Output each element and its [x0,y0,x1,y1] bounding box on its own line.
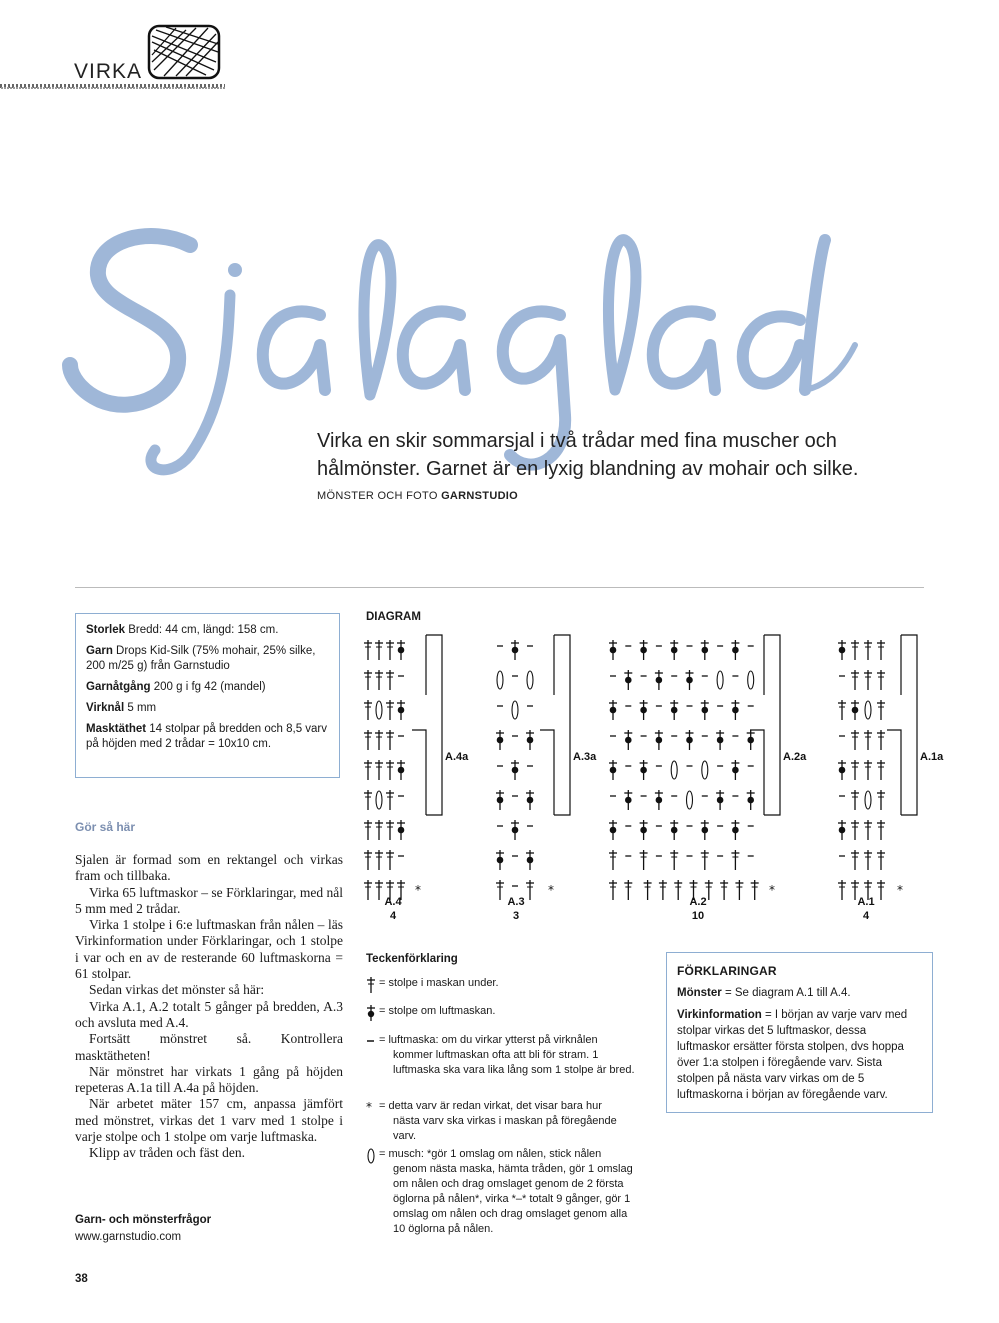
legend-item [366,1099,636,1144]
treble-chain-symbol [527,797,534,804]
treble-chain-symbol [398,707,405,714]
treble-around-chain-icon [366,1004,376,1022]
repeat-label: A.1a [920,751,944,763]
explanations-heading: FÖRKLARINGAR [677,964,777,978]
explanation-text: = Se diagram A.1 till A.4. [724,987,851,999]
treble-chain-symbol [625,797,632,804]
puff-symbol [376,791,382,809]
section-label: VIRKA [74,60,143,83]
repeat-bracket [764,635,780,815]
repeat-bracket-inner [887,730,901,807]
treble-chain-symbol [527,857,534,864]
treble-chain-symbol [497,857,504,864]
chart-stitch-count: 4 [389,910,397,922]
diagram-heading: DIAGRAM [366,611,421,623]
treble-chain-symbol [839,767,846,774]
treble-chain-symbol [732,707,739,714]
info-label: Masktäthet [86,723,147,735]
info-value: 14 stolpar på bredden och 8,5 varv på höjden med 2 trådar = 10x10 cm. [86,723,328,750]
info-yarn [86,644,329,674]
puff-symbol [512,701,518,719]
legend-item [366,1033,636,1078]
treble-chain-symbol [702,647,709,654]
treble-chain-symbol [717,797,724,804]
treble-chain-symbol [747,797,754,804]
info-label: Garn [86,645,113,657]
treble-chain-symbol [656,677,663,684]
info-label: Garnåtgång [86,681,151,693]
credit-label: MÖNSTER OCH FOTO [317,490,438,502]
treble-chain-symbol [497,737,504,744]
treble-chain-symbol [610,827,617,834]
legend-item [366,976,636,991]
treble-chain-symbol [512,767,519,774]
faq-heading: Garn- och mönsterfrågor [75,1214,212,1226]
treble-chain-symbol [640,707,647,714]
treble-chain-symbol [625,677,632,684]
puff-symbol [702,761,708,779]
puff-symbol [497,671,503,689]
instruction-paragraph: Virka 65 luftmaskor – se Förklaringar, med nål 5 mm med 2 trådar. [75,884,343,916]
legend-item [366,1147,636,1237]
treble-chain-symbol [732,827,739,834]
lead-paragraph: Virka en skir sommarsjal i två trådar med fina muscher och hålmönster. Garnet är en lyxig blandning av mohair och silke. [317,430,859,480]
treble-chain-symbol [610,767,617,774]
header-divider-dots [0,87,225,89]
instructions-heading: Gör så här [75,820,136,834]
treble-chain-symbol [512,647,519,654]
info-value: Bredd: 44 cm, längd: 158 cm. [128,624,279,636]
legend-text: = detta varv är redan virkat, det visar bara hur [379,1100,602,1112]
treble-chain-symbol [610,707,617,714]
explanations-box [666,952,933,1113]
chart-name: A.2 [689,896,707,908]
svg-text:*: * [366,1100,372,1114]
legend-text-cont: genom nästa maska, hämta tråden, gör 1 omslag om nålen och drag omslaget genom de 2 första öglorna på nålen*, virka *–* totalt 9 gånger, gör 1 omslag om nålen och drag omslaget genom alla 10 öglorna på nålen. [393,1163,633,1235]
treble-chain-symbol [625,737,632,744]
treble-chain-symbol [747,737,754,744]
puff-symbol [748,671,754,689]
instruction-paragraph: Sedan virkas det mönster så här: [89,982,265,998]
repeat-bracket [901,635,917,815]
treble-chain-symbol [717,737,724,744]
chart-stitch-count: 3 [512,910,520,922]
chart-stitch-count: 4 [862,910,870,922]
instruction-paragraph: Fortsätt mönstret så. Kontrollera masktätheten! [75,1031,343,1063]
instruction-paragraph: Virka A.1, A.2 totalt 5 gånger på bredden, A.3 och avsluta med A.4. [75,998,343,1030]
treble-chain-symbol [656,797,663,804]
treble-chain-symbol [398,767,405,774]
treble-chain-symbol [656,737,663,744]
page-number: 38 [75,1273,88,1285]
puff-symbol [376,701,382,719]
info-label: Virknål [86,702,125,714]
legend-item [366,1004,636,1019]
legend-text: = stolpe om luftmaskan. [379,1005,496,1017]
puff-stitch-icon [366,1147,376,1167]
info-value: 200 g i fg 42 (mandel) [153,681,266,693]
puff-symbol [865,701,871,719]
chart-name: A.3 [507,896,525,908]
explanation-item [677,985,922,1001]
puff-symbol [527,671,533,689]
treble-chain-symbol [839,827,846,834]
credit-line [317,490,518,502]
puff-symbol [865,791,871,809]
treble-chain-symbol [671,707,678,714]
legend-text-cont: kommer luftmaskan ofta att bli för stram. 1 luftmaska ska vara lika lång som 1 stolpe är bred. [393,1049,635,1076]
info-value: 5 mm [127,702,157,714]
treble-chain-symbol [702,707,709,714]
yarn-ball-icon [146,22,222,82]
treble-chain-symbol [398,647,405,654]
puff-symbol [671,761,677,779]
treble-chain-symbol [671,827,678,834]
instruction-paragraph: När arbetet mäter 157 cm, anpassa jämfört med mönstret, virkas det 1 varv med 1 stolpe i varje stolpe och 1 stolpe om varje luftmaska. [75,1096,343,1145]
treble-chain-symbol [686,677,693,684]
chart-name: A.1 [857,896,875,908]
treble-chain-symbol [839,647,846,654]
legend-text: = luftmaska: om du virkar ytterst på virknålen [379,1034,598,1046]
info-yarn-amount [86,680,329,695]
credit-name: GARNSTUDIO [441,490,519,502]
treble-chain-symbol [640,827,647,834]
chain-dash-icon [366,1033,376,1051]
instruction-paragraph: Virka 1 stolpe i 6:e luftmaskan från nålen – läs Virkinformation under Förklaringar, och 1 stolpe i var och en av de resterande 60 luftmaskorna = 61 stolpar. [75,917,343,982]
repeat-bracket-inner [540,730,554,807]
repeat-bracket-inner [412,730,426,807]
star-symbol: * [548,883,554,897]
chart-name: A.4 [384,896,402,908]
section-divider [75,587,924,588]
treble-chain-symbol [512,827,519,834]
info-hook [86,701,329,716]
crochet-diagram [355,630,944,925]
explanation-item [677,1007,922,1103]
treble-chain-symbol [732,647,739,654]
treble-chain-symbol [732,767,739,774]
treble-chain-symbol [702,827,709,834]
treble-chain-symbol [640,767,647,774]
puff-symbol [687,791,693,809]
faq-url: www.garnstudio.com [75,1231,182,1243]
repeat-label: A.4a [445,751,469,763]
puff-symbol [717,671,723,689]
info-size [86,623,329,638]
repeat-label: A.2a [783,751,807,763]
legend-text: = stolpe i maskan under. [379,977,499,989]
legend-heading: Teckenförklaring [366,953,458,965]
star-symbol: * [415,883,421,897]
info-gauge [86,722,329,752]
info-label: Storlek [86,624,125,636]
repeat-label: A.3a [573,751,597,763]
instructions-body [75,852,343,1162]
info-value: Drops Kid-Silk (75% mohair, 25% silke, 200 m/25 g) från Garnstudio [86,645,316,672]
treble-chain-symbol [398,827,405,834]
treble-in-stitch-icon [366,976,376,994]
chart-stitch-count: 10 [691,910,705,922]
info-box [75,613,340,778]
legend-text: = musch: *gör 1 omslag om nålen, stick nålen [379,1148,602,1160]
treble-chain-symbol [671,647,678,654]
explanation-label: Virkinformation [677,1009,762,1021]
star-symbol: * [769,883,775,897]
instruction-paragraph: Klipp av tråden och fäst den. [89,1145,245,1161]
treble-chain-symbol [640,647,647,654]
repeat-bracket [554,635,570,815]
treble-chain-symbol [527,737,534,744]
treble-chain-symbol [497,797,504,804]
treble-chain-symbol [610,647,617,654]
star-icon [366,1099,376,1117]
star-symbol: * [897,883,903,897]
treble-chain-symbol [686,737,693,744]
explanation-text: = I början av varje varv med stolpar virkas det 5 luftmaskor, dessa luftmaskor ersätter första stolpen, dvs hoppa över 1:a stolpen i föregående varv. Sista stolpen på nästa varv virkas om de 5 luftmaskorna i början av föregående varv. [677,1009,908,1101]
legend-text-cont: nästa varv ska virkas i maskan på föregående varv. [393,1115,617,1142]
instruction-paragraph: Sjalen är formad som en rektangel och virkas fram och tillbaka. [75,852,343,884]
explanation-label: Mönster [677,987,722,999]
instruction-paragraph: När mönstret har virkats 1 gång på höjden repeteras A.1a till A.4a på höjden. [75,1063,343,1096]
treble-chain-symbol [852,707,859,714]
repeat-bracket [426,635,442,815]
